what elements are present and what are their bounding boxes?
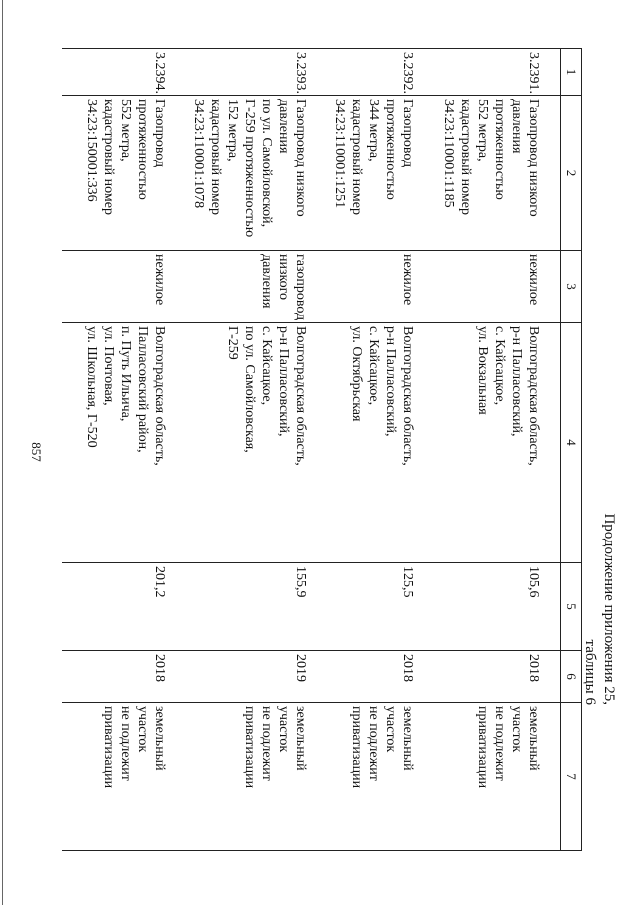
- column-header-6: 6: [561, 651, 582, 703]
- row-number: 3.2393.: [187, 49, 328, 96]
- caption-line-2: таблицы 6: [582, 639, 598, 705]
- object-year: 2018: [435, 651, 561, 703]
- object-year: 2018: [63, 651, 187, 703]
- column-header-5: 5: [561, 563, 582, 651]
- object-name: Газопровод протяженностью 344 метра, кадастровый номер 34:23:110001:1251: [328, 96, 435, 251]
- object-year: 2019: [187, 651, 328, 703]
- column-header-3: 3: [561, 251, 582, 323]
- object-name: Газопровод протяженностью 552 метра, кадастровый номер 34:23:150001:336: [63, 96, 187, 251]
- page-number: 857: [29, 442, 44, 462]
- table-row: [187, 49, 328, 851]
- object-type: газопровод низкого давления: [187, 251, 328, 323]
- object-value: 155,9: [187, 563, 328, 651]
- row-number: 3.2391.: [435, 49, 561, 96]
- header-row: [561, 49, 582, 851]
- object-year: 2018: [328, 651, 435, 703]
- column-header-7: 7: [561, 703, 582, 851]
- column-header-4: 4: [561, 323, 582, 563]
- row-number: 3.2392.: [328, 49, 435, 96]
- object-note: земельный участок не подлежит приватизации: [328, 703, 435, 851]
- object-name: Газопровод низкого давления по ул. Самойловской, Г-259 протяженностью 152 метра, кадастровый номер 34:23:110001:1078: [187, 96, 328, 251]
- object-type: нежилое: [435, 251, 561, 323]
- table-row: [435, 49, 561, 851]
- object-value: 105,6: [435, 563, 561, 651]
- object-type: нежилое: [328, 251, 435, 323]
- object-note: земельный участок не подлежит приватизации: [63, 703, 187, 851]
- object-type: нежилое: [63, 251, 187, 323]
- object-address: Волгоградская область, Палласовский район, п. Путь Ильича, ул. Почтовая, ул. Школьная, Г-520: [63, 323, 187, 563]
- object-value: 125,5: [328, 563, 435, 651]
- table-caption: [580, 40, 618, 705]
- table-row: [63, 49, 187, 851]
- row-number: 3.2394.: [63, 49, 187, 96]
- object-note: земельный участок не подлежит приватизации: [435, 703, 561, 851]
- object-address: Волгоградская область, р-н Палласовский, с. Кайсацкое, ул. Вокзальная: [435, 323, 561, 563]
- object-note: земельный участок не подлежит приватизации: [187, 703, 328, 851]
- object-value: 201,2: [63, 563, 187, 651]
- object-name: Газопровод низкого давления протяженностью 552 метра, кадастровый номер 34:23:110001:1185: [435, 96, 561, 251]
- caption-line-1: Продолжение приложения 25,: [601, 513, 617, 705]
- column-header-2: 2: [561, 96, 582, 251]
- object-address: Волгоградская область, р-н Палласовский, с. Кайсацкое, по ул. Самойловская, Г-259: [187, 323, 328, 563]
- column-header-1: 1: [561, 49, 582, 96]
- object-address: Волгоградская область, р-н Палласовский, с. Кайсацкое, ул. Октябрьская: [328, 323, 435, 563]
- table-row: [328, 49, 435, 851]
- property-table: [63, 48, 583, 851]
